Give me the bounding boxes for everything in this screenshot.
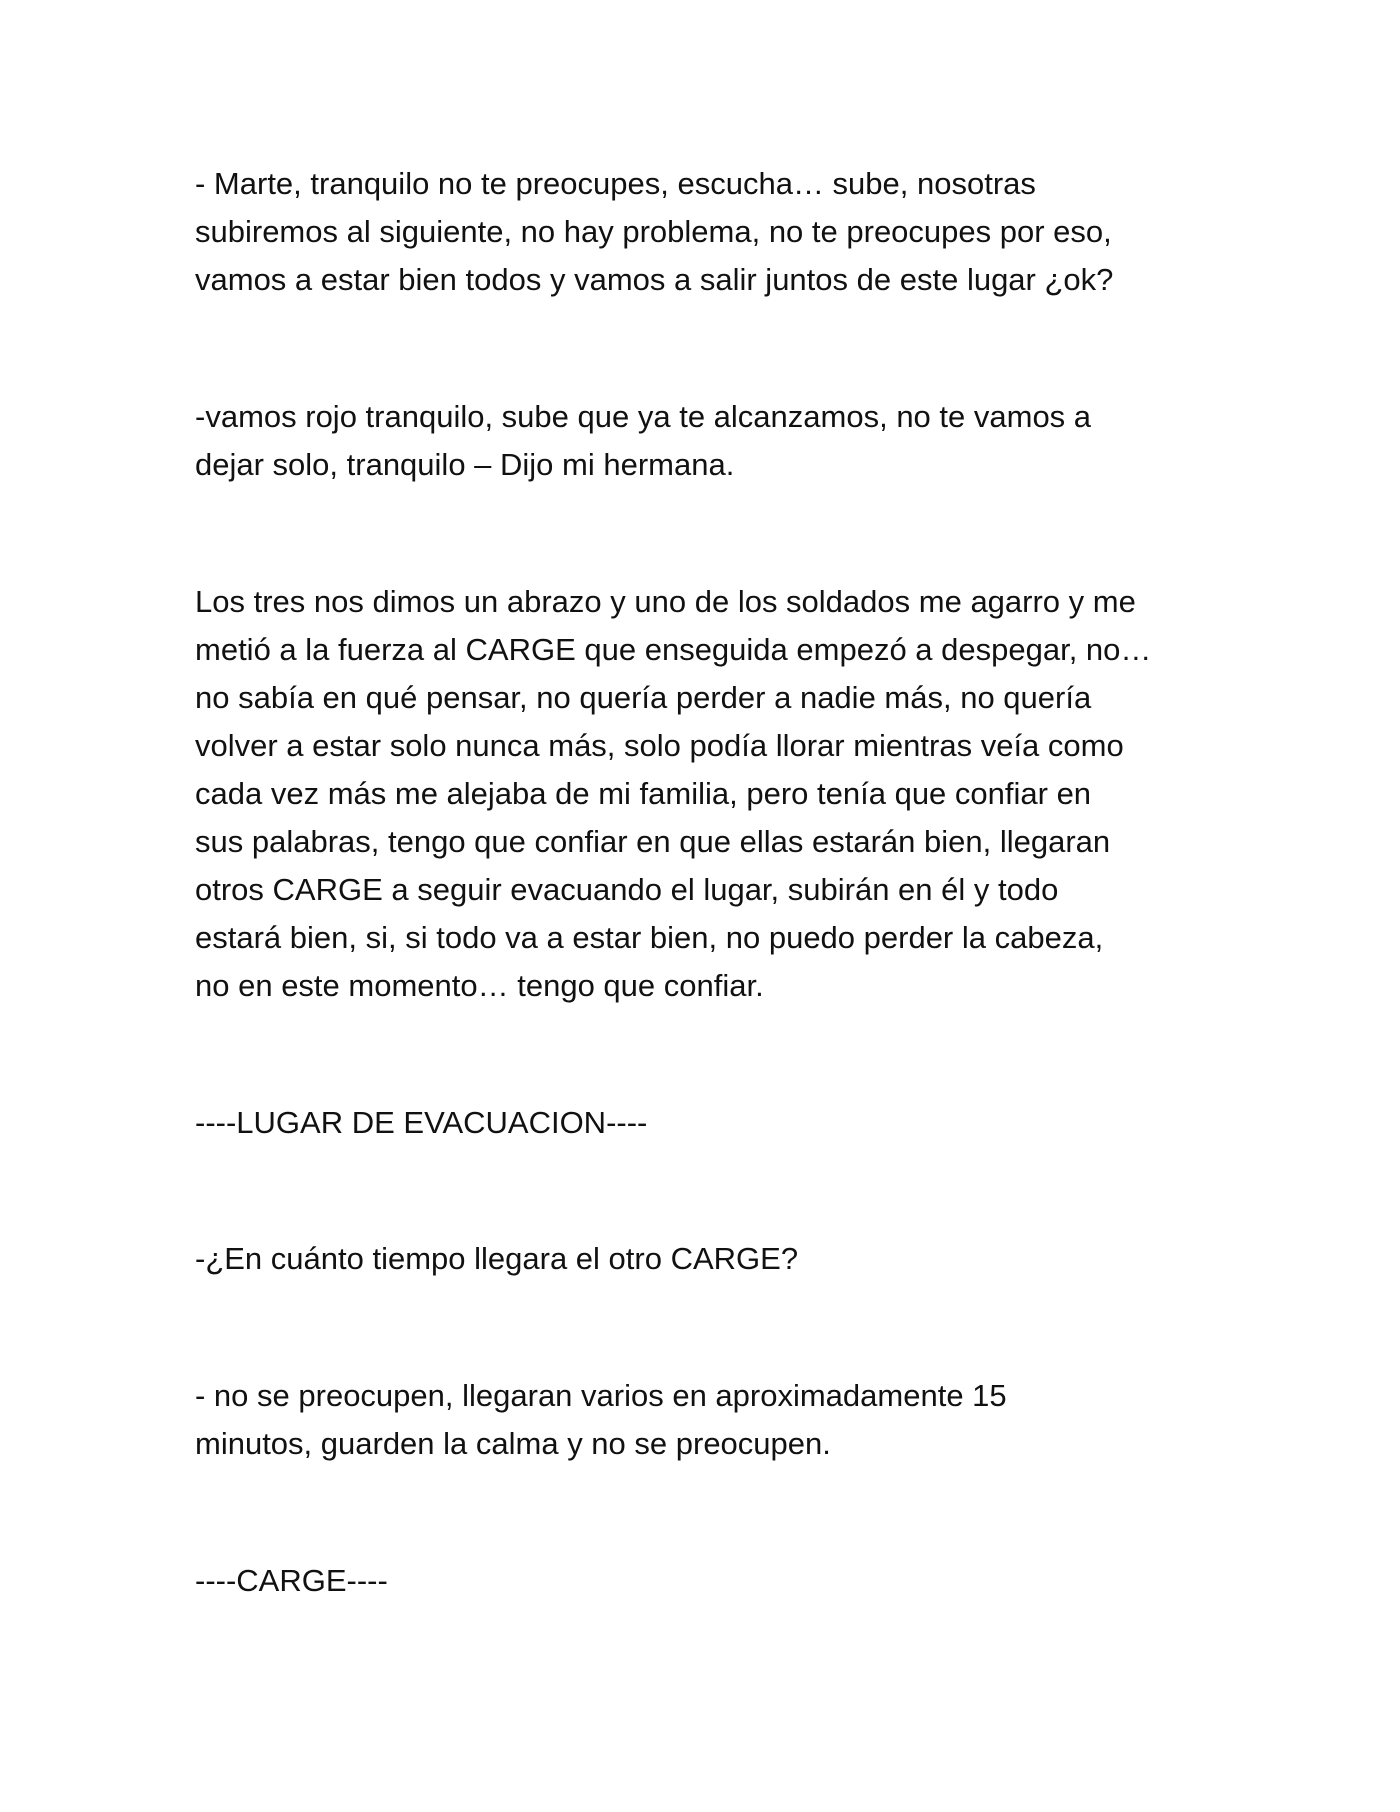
scene-heading-evacuacion — [195, 1099, 1225, 1147]
text-line: cada vez más me alejaba de mi familia, pero tenía que confiar en — [195, 776, 1092, 811]
text-line: ----CARGE---- — [195, 1563, 388, 1598]
text-line: no en este momento… tengo que confiar. — [195, 968, 764, 1003]
text-line: vamos a estar bien todos y vamos a salir juntos de este lugar ¿ok? — [195, 262, 1114, 297]
text-line: otros CARGE a seguir evacuando el lugar, subirán en él y todo — [195, 872, 1059, 907]
text-line: -vamos rojo tranquilo, sube que ya te alcanzamos, no te vamos a — [195, 399, 1092, 434]
text-line: - Marte, tranquilo no te preocupes, escucha… sube, nosotras — [195, 166, 1036, 201]
text-line: dejar solo, tranquilo – Dijo mi hermana. — [195, 447, 735, 482]
scene-heading-carge — [195, 1557, 1225, 1605]
narrative-paragraph — [195, 578, 1225, 1010]
dialogue-paragraph-question — [195, 1235, 1225, 1283]
text-line: ----LUGAR DE EVACUACION---- — [195, 1105, 648, 1140]
text-line: - no se preocupen, llegaran varios en aproximadamente 15 — [195, 1378, 1007, 1413]
text-line: no sabía en qué pensar, no quería perder a nadie más, no quería — [195, 680, 1092, 715]
document-page — [195, 160, 1225, 1605]
dialogue-paragraph-answer — [195, 1372, 1225, 1468]
text-line: volver a estar solo nunca más, solo podía llorar mientras veía como — [195, 728, 1124, 763]
text-line: metió a la fuerza al CARGE que enseguida empezó a despegar, no… — [195, 632, 1152, 667]
text-line: sus palabras, tengo que confiar en que ellas estarán bien, llegaran — [195, 824, 1111, 859]
dialogue-paragraph-marte — [195, 160, 1225, 304]
text-line: Los tres nos dimos un abrazo y uno de los soldados me agarro y me — [195, 584, 1136, 619]
text-line: estará bien, si, si todo va a estar bien, no puedo perder la cabeza, — [195, 920, 1104, 955]
dialogue-paragraph-hermana — [195, 393, 1225, 489]
text-line: subiremos al siguiente, no hay problema, no te preocupes por eso, — [195, 214, 1112, 249]
text-line: -¿En cuánto tiempo llegara el otro CARGE? — [195, 1241, 799, 1276]
text-line: minutos, guarden la calma y no se preocupen. — [195, 1426, 831, 1461]
